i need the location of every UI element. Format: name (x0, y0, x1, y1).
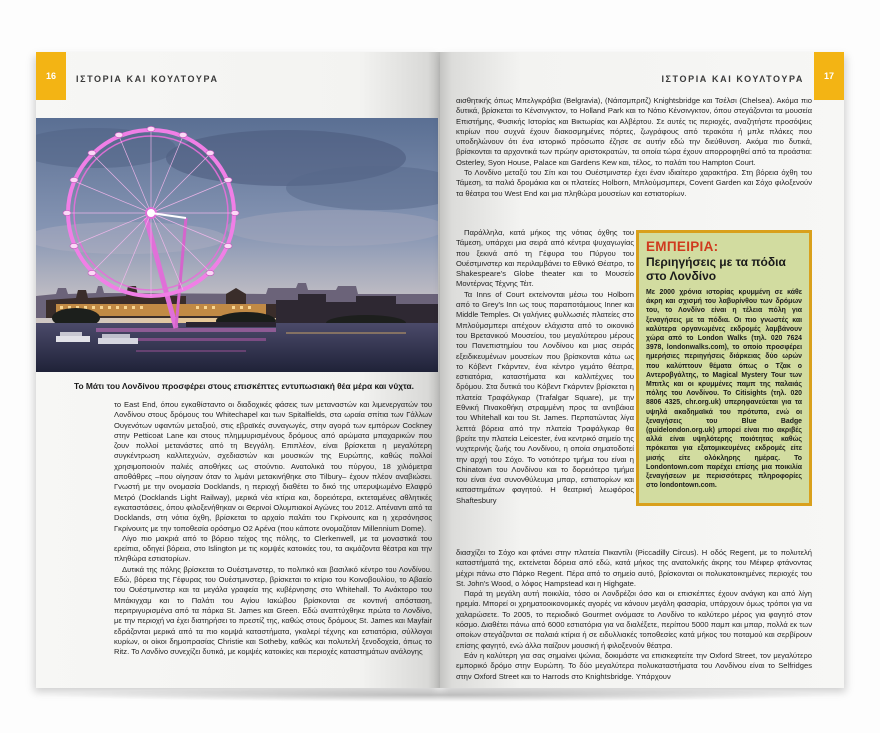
body-paragraph: Εάν η καλύτερη για σας σημαίνει ψώνια, δοκιμάστε να επισκεφτείτε την Oxford Street, τον μεγαλύτερο εμπορικό δρόμο στην Ευρώπη. Το δύο μεγαλύτερα πολυκαταστήματα του Λονδίνου είναι το Selfridges στην Oxford Street και το Harrods στο Knightsbridge. Υπάρχουν (456, 650, 812, 681)
right-body-text-bottom (456, 548, 812, 682)
right-body-text-narrow (456, 228, 634, 506)
left-body-text (114, 400, 432, 657)
body-paragraph: Παρά τη μεγάλη αυτή ποικιλία, τόσο οι Λονδρέζοι όσο και οι επισκέπτες έχουν ανάγκη και από λίγη ηρεμία. Μπορεί οι χρηματοοικονομικές αγορές να κάνουν μεγάλη φασαρία, υπάρχουν όμως τρόποι για να χαλαρώσετε. Το 2005, το περιοδικό Gourmet ονόμασε το Λονδίνο το καλύτερο μέρος για φαγητό στον κόσμο. Διαθέτει πάνω από 6000 εστιατόρια για να διαλέξετε, περίπου 5000 παμπ και μπαρ, πολλά εκ των οποίων στεγάζονται σε παλαιά κτίρια ή σε ειδυλλιακές τοποθεσίες κατά μήκος του ποταμού και σερβίρουν επίσης φαγητό, ενώ άλλα παίζουν μουσική ή φιλοξενούν θέατρα. (456, 589, 812, 650)
left-page (36, 52, 440, 688)
page-drop-shadow (40, 688, 840, 702)
body-paragraph: το East End, όπου εγκαθίσταντο οι διαδοχικές φάσεις των μεταναστών και λιμενεργατών του Λονδίνου στους δρόμους του Whitechapel και των Spitalfields, στα ωραία σπίτια των Γάλλων Ουγενότων υφαντών μεταξιού, στις εβραϊκές συναγωγές, στην αγορά των εμπόρων Cockney στην Petticoat Lane και στους πλημμυρισμένους δρόμους από αρώματα μπαχαρικών που ζουν πολλοί μετανάστες από τη Βεγγάλη. Επιπλέον, είναι βρίσκεται η μεγαλύτερη συγκέντρωση καλλιτεχνών, σχεδιαστών και μουσικών της Ευρώπης, καθώς πολλοί χρησιμοποιούν παλιές αποθήκες ως στούντιο. Ανατολικά του πύργου, 18 χιλιόμετρα αποθάθρες –που οίγησαν όταν το λιμάνι μετακινήθηκε στο Tilbury– έχουν πλέον αναβιώσει. Γνωστή με την ονομασία Docklands, η περιοχή διαθέτει το δικό της υπερυψωμένο Ελαφρύ Μετρό (Docklands Light Railway), μερικά νέα κτίρια και, δορειότερα, εκτεταμένες αθλητικές εγκαταστάσεις, όπου φιλοξενήθηκαν οι Θερινοί Ολυμπιακοί Αγώνες του 2012. Απέναντι από τα Docklands, στη νότια όχθη, βρίσκεται το αρχαίο παλάτι του Γκρίνουιτς και η χερσόνησος Γκρίνουιτς με την τοποθεσία ορόσημο Ο2 Αρένα (που κάποτε ονομαζόταν Millennium Dome). (114, 400, 432, 533)
body-paragraph: Δυτικά της πόλης βρίσκεται το Ουέστμινστερ, το πολιτικό και βασιλικό κέντρο του Λονδίνου. Εδώ, βόρεια της Γέφυρας του Ουέστμινστερ, βρίσκεται το κτίριο του Κοινοβουλίου, το Αβαείο του Ουέστμινστερ και τα μεγάλα γραφεία της κυβέρνησης στο Whitehall. Το Ανάκτορο του Μπάκιγχαμ και το Παλάτι του Αγίου Ιακώβου βρίσκονται σε κοντινή απόσταση, περιτριγυρισμένα από τα πάρκα St. James και Green. Εδώ αναπτύχθηκε πρώτα το Λονδίνο, με την περιοχή να έχει διατηρήσει το πρεστίζ της, καθώς στους δρόμους St. James και Mayfair εδράζονται μερικά από τα πιο κομψά καταστήματα, γκαλερί τέχνης και εστιατόρια, σύλλογοι κυρίων, οι οίκοι δημοπρασίας Christie και Sotheby, καθώς και πολυτελή ξενοδοχεία, όπως το Ritz. Το Λονδίνο συνεχίζει δυτικά, με κομψές κατοικίες και περιοχές καταστημάτων ανάλογης (114, 564, 432, 657)
body-paragraph: Λίγο πιο μακριά από το βόρειο τείχος της πόλης, το Clerkenwell, με τα μοναστικά του ερείπια, οδηγεί βόρεια, στο Islington με τις κομψές κατοικίες του, τα ακμάζοντα θέατρα και την πληθώρα εστιατορίων. (114, 533, 432, 564)
sidebar-title: Περιηγήσεις με τα πόδια στο Λονδίνο (646, 255, 786, 283)
page-number-tab: 17 (814, 52, 844, 100)
right-page (440, 52, 844, 688)
london-eye-photo (36, 118, 438, 372)
running-head: ΙΣΤΟΡΙΑ ΚΑΙ ΚΟΥΛΤΟΥΡΑ (661, 74, 804, 84)
experience-sidebar-box (636, 230, 812, 506)
sidebar-kicker: ΕΜΠΕΙΡΙΑ: (646, 239, 719, 254)
photo-caption: Το Μάτι του Λονδίνου προσφέρει στους επισκέπτες εντυπωσιακή θέα μέρα και νύχτα. (74, 381, 415, 391)
right-body-text-top (456, 96, 812, 199)
body-paragraph: αισθητικής όπως Μπελγκράβια (Belgravia), (Νάιτσμπριτζ) Knightsbridge και Τσέλσι (Chelsea). Ακόμα πιο δυτικά, βρίσκεται το Κένσινγκτον, το Holland Park και το Νότιο Κένσινγκτον, όπου στεγάζονται τα μουσεία Επιστήμης, Φυσικής Ιστορίας και Βικτωρίας και Αλβέρτου. Σε αυτές τις περιοχές, αναζητήστε προσόψεις κτιρίων που συχνά έχουν διακοσμημένες πόρτες, ζωγράφους από τερακότα ή μπλε πλάκες που υποδηλώνουν ότι ένα ιστορικό πρόσωπο έζησε σε αυτήν εδώ την διεύθυνση. Ακόμα πιο δυτικά, βρίσκονται τα αρχοντικά των πρώην αριστοκρατών, τα οποία τώρα έχουν απορροφηθεί από τα προάστια: Osterley, Syon House, Palace και Gardens Kew και, τέλος, το παλάτι του Hampton Court. (456, 96, 812, 167)
body-paragraph: Τα Inns of Court εκτείνονται μέσω του Holborn από το Grey's Inn ως τους παραποτάμιους Inner και Middle Temples. Οι γαλήνιες φυλλωσιές πλατείες στο Μπλούμσμπερι απέχουν ελάχιστα από το οικονικό του Βρετανικού Μουσείου, του μεγαλύτερου μέρους του Πανεπιστημίου του Λονδίνου και μιας σειράς εξειδικευμένων μουσείων που βρίσκονται κάτω ως το Κόβεντ Γκάρντεν, ένα κέντρο γεμάτο θέατρα, εστιατόρια, καταστήματα και καλλιτέχνες του δρόμου. Στα δυτικά του Κόβεντ Γκάρντεν βρίσκεται η πλατεία Τραφάλγκαρ (Trafalgar Square), με την Εθνική Πινακοθήκη στραμμένη προς τα αντιβάκια του Whitehall και του St. James. Περπατώντας λίγα λεπτά βόρεια από την πλατεία Τραφάλγκαρ θα βρείτε την πλατεία Leicester, ένα κεντρικό σημείο της νυχτερινής ζωής του Λονδίνου, η οποία σηματοδοτεί την αρχή του Σόχο. Το νοτιότερο τμήμα του είναι η Chinatown του Λονδίνου και το δορειότερο τμήμα του είναι ένα συνονθύλευμα μπαρ, εστιατορίων και καταστημάτων φαγητού. Η θεατρική λεωφόρος Shaftesbury (456, 289, 634, 505)
body-paragraph: διασχίζει το Σόχο και φτάνει στην πλατεία Πικαντίλι (Piccadilly Circus). Η οδός Regent, με το πολυτελή καταστήματά της, εκτείνεται δόρεια από εδώ, κατά μήκος της ανατολικής άκρης του Μέιφερ φτάνοντας μέχρι πάνω στο Πάρκο Regent. Πέρα από το σημείο αυτό, βρίσκονται οι πολυκατοικημένες περιοχές του St. John's Wood, ο λόφος Hampstead και η Highgate. (456, 548, 812, 588)
sidebar-body: Με 2000 χρόνια ιστορίας κρυμμένη σε κάθε άκρη και σχισμή του λαβυρίνθου των δρόμων του, το Λονδίνο είναι η τέλεια πόλη για ξεναγήσεις με τα πόδια. Οι πιο γνωστές και καλύτερα οργανωμένες εκδρομές λαμβάνουν χώρα από το London Walks (τηλ. 020 7624 3978, londonwalks.com), το οποίο προσφέρει ημερήσιες περιηγήσεις διάρκειας δύο ωρών που καλύπτουν θέματα όπως ο Τζακ ο Αντεροβγάλτης, το Magical Mystery Tour των Μπιτλς και οι κρυμμένες παμπ της παλαιάς πόλης του Λονδίνου. Το Citisights (τηλ. 020 8806 4325, chr.org.uk) υπερηφανεύεται για τα υψηλά ακαδημαϊκά του πρότυπα, ενώ οι ξεναγήσεις του Blue Badge (guidelondon.org.uk) μπορεί είναι πιο ακριβές αλλά είναι υψηλότερης ποιότητας καθώς πρόκειται για εξατομικευμένες εκδρομές είτε μισής είτε ολόκληρης ημέρας. Το Londontown.com παρέχει επίσης μια ποικιλία ξεναγήσεων με περισσότερες πληροφορίες στο londontown.com. (646, 289, 802, 490)
london-eye-illustration (36, 118, 438, 372)
page-number-tab: 16 (36, 52, 66, 100)
body-paragraph: Το Λονδίνο μεταξύ του Σίτι και του Ουέστμινστερ έχει έναν ιδιαίτερο χαρακτήρα. Στη βόρεια όχθη του Τάμεση, τα παλιά δρομάκια και οι πλατείες Holborn, Μπλούμσμπερι, Covent Garden και Σόχο φιλοξενούν τα θέατρα του West End και μια πληθώρα μουσείων και εστιατορίων. (456, 168, 812, 198)
running-head: ΙΣΤΟΡΙΑ ΚΑΙ ΚΟΥΛΤΟΥΡΑ (76, 74, 219, 84)
body-paragraph: Παράλληλα, κατά μήκος της νότιας όχθης του Τάμεση, υπάρχει μια σειρά από κέντρα ψυχαγωγίας που ξεκινά από τη Γέφυρα του Πύργου του Ουέστμινστερ και περιλαμβάνει το Εθνικό Θέατρο, το Shakespeare's Globe theater και το Μουσείο Μοντέρνας Τέχνης Τέιτ. (456, 228, 634, 289)
